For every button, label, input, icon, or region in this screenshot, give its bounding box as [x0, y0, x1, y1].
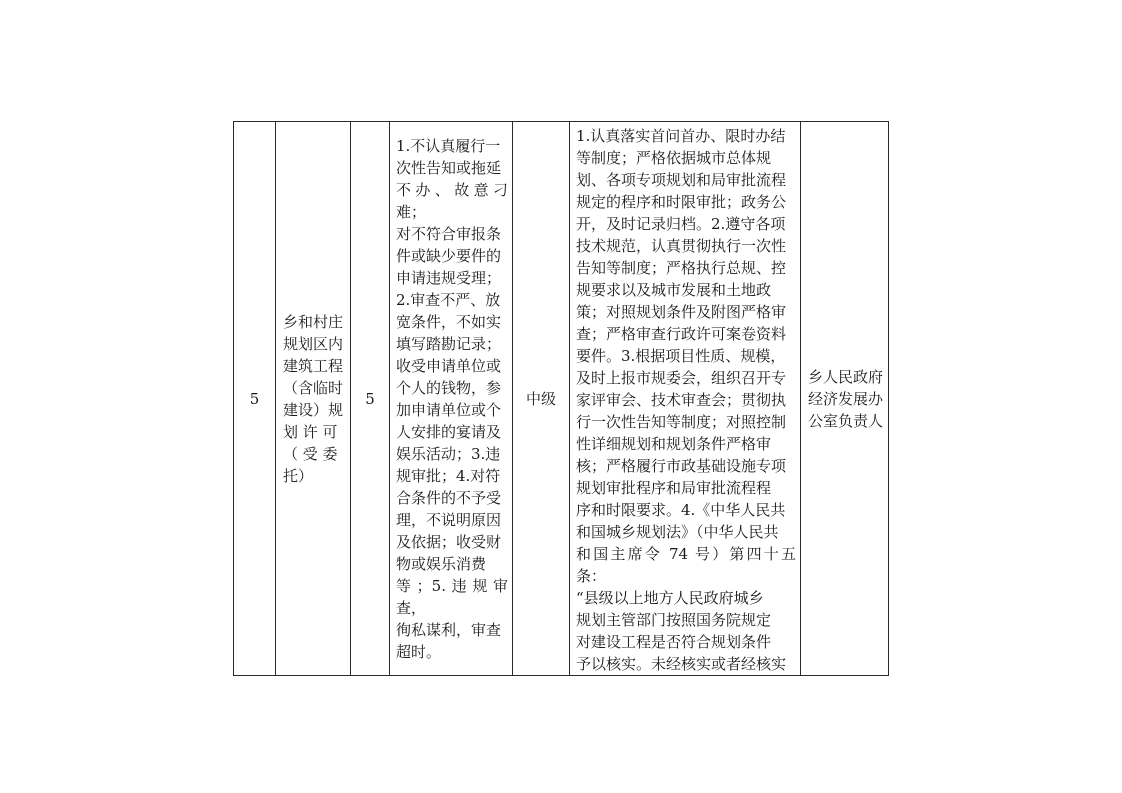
item-name-cell: [276, 122, 351, 676]
control-measures-cell: [570, 122, 801, 676]
risk-points-cell: [390, 122, 513, 676]
responsible-person: 乡人民政府 经济发展办 公室负责人: [808, 367, 884, 430]
risk-level: 中级: [525, 389, 556, 408]
row-index-cell: [234, 122, 276, 676]
risk-count: 5: [365, 389, 375, 408]
risk-control-table: [233, 121, 889, 676]
item-name: 乡和村庄 规划区内 建筑工程 （含临时 建设）规 划 许 可 （ 受 委 托）: [283, 312, 344, 485]
risk-count-cell: [351, 122, 390, 676]
risk-points: 1.不认真履行一 次性告知或拖延 不办、故意刁难； 对不符合审报条 件或缺少要件的 申请违规受理； 2.审查不严、放 宽条件，不如实 填写踏勘记录； 收受申请单位或 个人的钱物，参 加申请单位或个 人安排的宴请及 娱乐活动；3.违 规审批；4.对符 合条件的不予受 理，不说明原因 及依据；收受财 物或娱乐消费 等；5.违规审查， 徇私谋利，审查 超时。: [396, 136, 508, 661]
risk-level-cell: [513, 122, 570, 676]
control-measures: 1.认真落实首问首办、限时办结 等制度；严格依据城市总体规 划、各项专项规划和局审批流程 规定的程序和时限审批；政务公 开，及时记录归档。2.遵守各项 技术规范，认真贯彻执行一次性 告知等制度；严格执行总规、控 规要求以及城市发展和土地政 策；对照规划条件及附图严格审 查；严格审查行政许可案卷资料 要件。3.根据项目性质、规模， 及时上报市规委会，组织召开专 家评审会、技术审查会；贯彻执 行一次性告知等制度；对照控制 性详细规划和规划条件严格审 核；严格履行市政基础设施专项 规划审批程序和局审批流程程 序和时限要求。4.《中华人民共 和国城乡规划法》（中华人民共 和国主席令 74 号）第四十五条： “县级以上地方人民政府城乡 规划主管部门按照国务院规定 对建设工程是否符合规划条件 予以核实。未经核实或者经核实: [576, 127, 796, 673]
table-row: [234, 122, 889, 676]
responsible-person-cell: [801, 122, 889, 676]
row-index: 5: [249, 389, 260, 408]
